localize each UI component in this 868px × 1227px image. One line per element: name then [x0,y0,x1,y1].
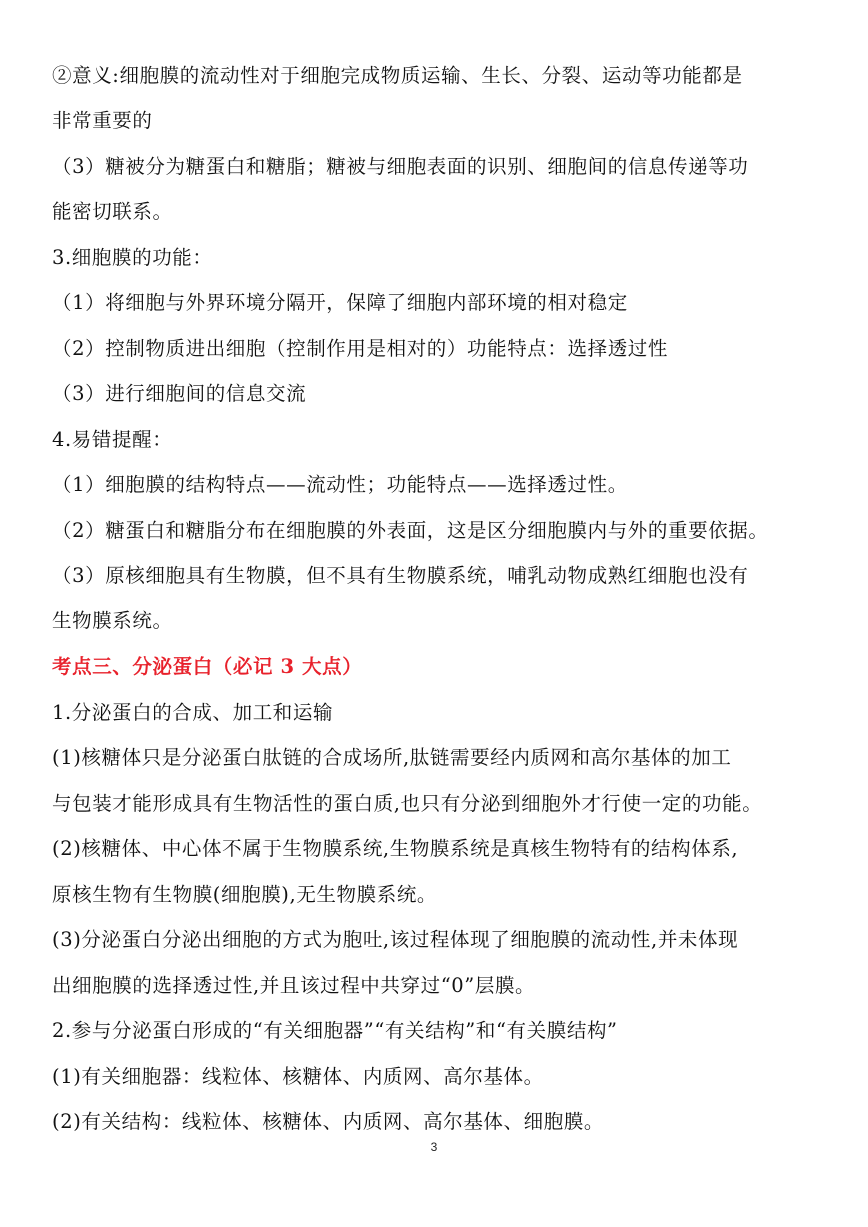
list-item: （2）控制物质进出细胞（控制作用是相对的）功能特点：选择透过性 [52,337,669,360]
paragraph-line: （3）糖被分为糖蛋白和糖脂；糖被与细胞表面的识别、细胞间的信息传递等功 [52,155,749,178]
paragraph-line: 生物膜系统。 [52,609,173,632]
paragraph-line: 能密切联系。 [52,200,173,223]
list-item: (1)核糖体只是分泌蛋白肽链的合成场所,肽链需要经内质网和高尔基体的加工 [52,746,732,769]
list-item: (1)有关细胞器：线粒体、核糖体、内质网、高尔基体。 [52,1065,544,1088]
section-heading: 4.易错提醒： [52,428,173,451]
list-item: （3）进行细胞间的信息交流 [52,382,307,405]
list-item: （1）将细胞与外界环境分隔开，保障了细胞内部环境的相对稳定 [52,291,628,314]
list-item: (2)核糖体、中心体不属于生物膜系统,生物膜系统是真核生物特有的结构体系, [52,837,739,860]
paragraph-line: 与包装才能形成具有生物活性的蛋白质,也只有分泌到细胞外才行使一定的功能。 [52,792,763,815]
section-heading: 3.细胞膜的功能： [52,246,213,269]
paragraph-line: 出细胞膜的选择透过性,并且该过程中共穿过“0”层膜。 [52,974,536,997]
topic-heading: 考点三、分泌蛋白（必记 3 大点） [52,655,363,678]
list-item: （2）糖蛋白和糖脂分布在细胞膜的外表面，这是区分细胞膜内与外的重要依据。 [52,519,769,542]
list-item: （3）原核细胞具有生物膜，但不具有生物膜系统，哺乳动物成熟红细胞也没有 [52,564,749,587]
list-item: (2)有关结构：线粒体、核糖体、内质网、高尔基体、细胞膜。 [52,1110,605,1133]
page-number: 3 [430,1140,438,1154]
paragraph-line: ②意义:细胞膜的流动性对于细胞完成物质运输、生长、分裂、运动等功能都是 [52,64,743,87]
list-item: (3)分泌蛋白分泌出细胞的方式为胞吐,该过程体现了细胞膜的流动性,并未体现 [52,928,739,951]
section-heading: 1.分泌蛋白的合成、加工和运输 [52,701,334,724]
list-item: （1）细胞膜的结构特点——流动性；功能特点——选择透过性。 [52,473,628,496]
paragraph-line: 非常重要的 [52,109,153,132]
paragraph-line: 原核生物有生物膜(细胞膜),无生物膜系统。 [52,883,438,906]
section-heading: 2.参与分泌蛋白形成的“有关细胞器”“有关结构”和“有关膜结构” [52,1019,618,1042]
